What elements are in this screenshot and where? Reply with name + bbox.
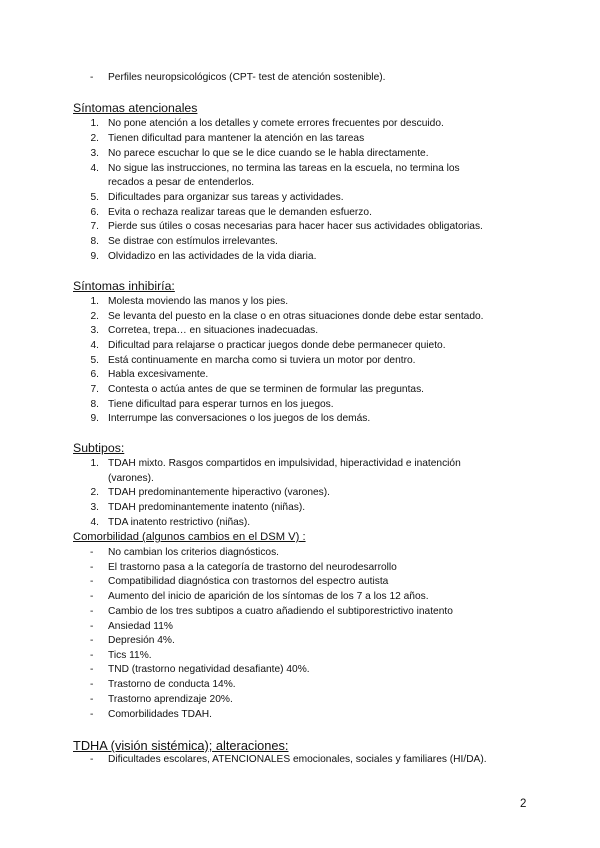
dash-bullet: - xyxy=(90,606,94,617)
list-item-text: Dificultades para organizar sus tareas y actividades. xyxy=(108,192,344,203)
list-item-text: No cambian los criterios diagnósticos. xyxy=(108,547,279,558)
list-number: 3. xyxy=(90,502,99,513)
list-item-text: Dificultades escolares, ATENCIONALES emocionales, sociales y familiares (HI/DA). xyxy=(108,754,487,765)
list-number: 4. xyxy=(90,340,99,351)
dash-bullet: - xyxy=(90,621,94,632)
list-number: 3. xyxy=(90,325,99,336)
dash-bullet: - xyxy=(90,547,94,558)
list-item-text: Dificultad para relajarse o practicar juegos donde debe permanecer quieto. xyxy=(108,340,446,351)
list-item-text: Depresión 4%. xyxy=(108,635,175,646)
list-number: 9. xyxy=(90,413,99,424)
dash-bullet: - xyxy=(90,694,94,705)
dash-bullet: - xyxy=(90,679,94,690)
list-item-text: TDAH mixto. Rasgos compartidos en impulsividad, hiperactividad e inatención xyxy=(108,458,461,469)
list-number: 7. xyxy=(90,221,99,232)
list-number: 1. xyxy=(90,118,99,129)
list-item-text: Compatibilidad diagnóstica con trastornos del espectro autista xyxy=(108,576,389,587)
list-item-text: recados a pesar de entenderlos. xyxy=(108,177,255,188)
section-title-sistemica: TDHA (visión sistémica); alteraciones: xyxy=(73,738,289,753)
dash-bullet: - xyxy=(90,650,94,661)
list-item-text: Interrumpe las conversaciones o los juegos de los demás. xyxy=(108,413,371,424)
section-title-comorbilidad: Comorbilidad (algunos cambios en el DSM V) : xyxy=(73,531,306,543)
list-item-text: Se levanta del puesto en la clase o en otras situaciones donde debe estar sentado. xyxy=(108,311,484,322)
list-item-text: Molesta moviendo las manos y los pies. xyxy=(108,296,289,307)
list-item-text: Trastorno aprendizaje 20%. xyxy=(108,694,233,705)
dash-bullet: - xyxy=(90,72,94,83)
section-title-subtipos: Subtipos: xyxy=(73,441,125,455)
dash-bullet: - xyxy=(90,591,94,602)
list-item-text: Cambio de los tres subtipos a cuatro añadiendo el subtiporestrictivo inatento xyxy=(108,606,453,617)
list-number: 9. xyxy=(90,251,99,262)
list-number: 2. xyxy=(90,487,99,498)
section-title-inhibiria: Síntomas inhibiría: xyxy=(73,279,175,293)
list-item-text: Perfiles neuropsicológicos (CPT- test de atención sostenible). xyxy=(108,72,386,83)
list-item-text: Comorbilidades TDAH. xyxy=(108,709,212,720)
list-number: 6. xyxy=(90,207,99,218)
list-item-text: Corretea, trepa… en situaciones inadecuadas. xyxy=(108,325,319,336)
list-item-text: Tiene dificultad para esperar turnos en los juegos. xyxy=(108,399,334,410)
list-item-text: Aumento del inicio de aparición de los síntomas de los 7 a los 12 años. xyxy=(108,591,429,602)
list-number: 5. xyxy=(90,355,99,366)
list-item-text: Trastorno de conducta 14%. xyxy=(108,679,236,690)
dash-bullet: - xyxy=(90,562,94,573)
dash-bullet: - xyxy=(90,664,94,675)
list-number: 7. xyxy=(90,384,99,395)
list-item-text: Pierde sus útiles o cosas necesarias para hacer hacer sus actividades obligatorias. xyxy=(108,221,483,232)
section-title-atencionales: Síntomas atencionales xyxy=(73,101,198,115)
list-item-text: TDAH predominantemente inatento (niñas). xyxy=(108,502,306,513)
list-number: 3. xyxy=(90,148,99,159)
list-item-text: Tics 11%. xyxy=(108,650,152,661)
list-item-text: Olvidadizo en las actividades de la vida diaria. xyxy=(108,251,317,262)
dash-bullet: - xyxy=(90,576,94,587)
list-item-text: No sigue las instrucciones, no termina las tareas en la escuela, no termina los xyxy=(108,163,460,174)
list-number: 2. xyxy=(90,311,99,322)
list-item-text: (varones). xyxy=(108,473,154,484)
list-item-text: No pone atención a los detalles y comete errores frecuentes por descuido. xyxy=(108,118,444,129)
list-number: 1. xyxy=(90,296,99,307)
page-number: 2 xyxy=(520,798,527,810)
list-number: 2. xyxy=(90,133,99,144)
list-item-text: Contesta o actúa antes de que se terminen de formular las preguntas. xyxy=(108,384,425,395)
list-item-text: TDA inatento restrictivo (niñas). xyxy=(108,517,251,528)
list-number: 5. xyxy=(90,192,99,203)
list-item-text: TDAH predominantemente hiperactivo (varones). xyxy=(108,487,330,498)
list-item-text: Tienen dificultad para mantener la atención en las tareas xyxy=(108,133,365,144)
dash-bullet: - xyxy=(90,635,94,646)
list-item-text: TND (trastorno negatividad desafiante) 40%. xyxy=(108,664,310,675)
list-item-text: Ansiedad 11% xyxy=(108,621,173,632)
list-item-text: Está continuamente en marcha como si tuviera un motor por dentro. xyxy=(108,355,416,366)
list-number: 4. xyxy=(90,163,99,174)
list-number: 6. xyxy=(90,369,99,380)
dash-bullet: - xyxy=(90,754,94,765)
list-item-text: Evita o rechaza realizar tareas que le demanden esfuerzo. xyxy=(108,207,372,218)
list-number: 1. xyxy=(90,458,99,469)
list-number: 4. xyxy=(90,517,99,528)
list-number: 8. xyxy=(90,236,99,247)
list-item-text: Se distrae con estímulos irrelevantes. xyxy=(108,236,278,247)
list-item-text: No parece escuchar lo que se le dice cuando se le habla directamente. xyxy=(108,148,429,159)
list-item-text: El trastorno pasa a la categoría de trastorno del neurodesarrollo xyxy=(108,562,397,573)
list-item-text: Habla excesivamente. xyxy=(108,369,209,380)
list-number: 8. xyxy=(90,399,99,410)
dash-bullet: - xyxy=(90,709,94,720)
